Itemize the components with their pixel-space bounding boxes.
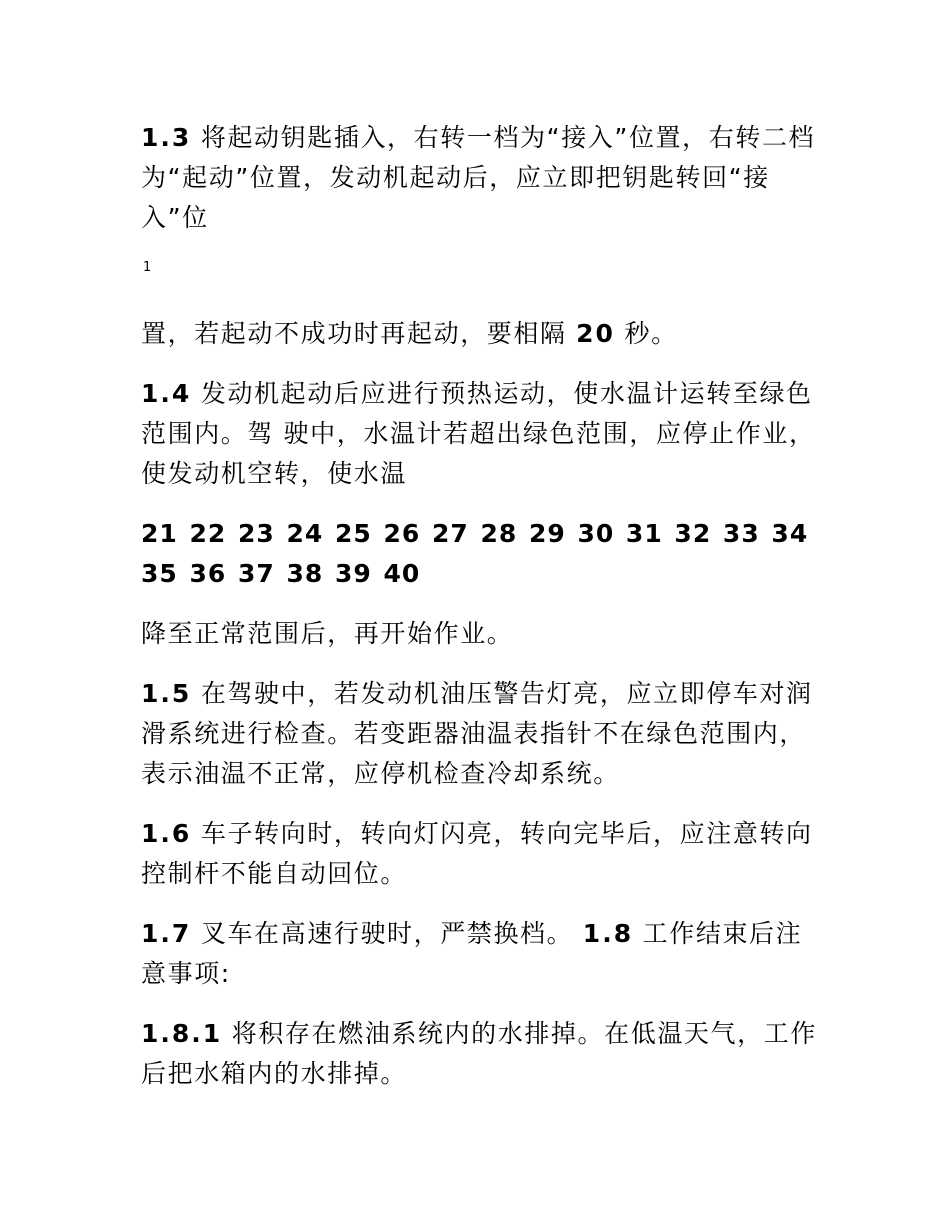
- paragraph-text: 车子转向时，转向灯闪亮，转向完毕后，应注意转向控制杆不能自动回位。: [141, 819, 813, 888]
- inline-number: 20: [576, 319, 615, 348]
- paragraph-text: 工作结束后注意事项:: [141, 919, 803, 988]
- paragraph-1-5: [141, 674, 821, 794]
- page-number: 1: [143, 260, 152, 275]
- document-page: [141, 118, 821, 1114]
- paragraph-text: 在驾驶中，若发动机油压警告灯亮，应立即停车对润滑系统进行检查。若变距器油温表指针不在绿色范围内，表示油温不正常，应停机检查冷却系统。: [141, 679, 813, 788]
- section-number: 1.8.1: [141, 1019, 223, 1048]
- paragraph-text: 降至正常范围后，再开始作业。: [141, 619, 514, 648]
- paragraph-text: 发动机起动后应进行预热运动，使水温计运转至绿色范围内。驾 驶中，水温计若超出绿色范围，应停止作业，使发动机空转，使水温: [141, 379, 816, 488]
- section-number-2: 1.8: [582, 919, 634, 948]
- section-number: 1.7: [141, 919, 192, 948]
- section-number: 1.5: [141, 679, 192, 708]
- section-number: 1.3: [141, 123, 192, 152]
- paragraph-text: 叉车在高速行驶时，严禁换档。: [200, 919, 574, 948]
- paragraph-1-4: [141, 374, 821, 494]
- paragraph-text: 秒。: [624, 319, 678, 348]
- paragraph-text: 置，若起动不成功时再起动，要相隔: [141, 319, 567, 348]
- paragraph-continuation: [141, 314, 821, 354]
- paragraph-text: 将积存在燃油系统内的水排掉。在低温天气，工作后把水箱内的水排掉。: [141, 1019, 817, 1088]
- section-number: 1.6: [141, 819, 192, 848]
- paragraph-1-3: [141, 118, 821, 238]
- section-number: 1.4: [141, 379, 192, 408]
- paragraph-1-8-1: [141, 1014, 821, 1094]
- paragraph-continuation-2: [141, 614, 821, 654]
- paragraph-1-6: [141, 814, 821, 894]
- numbers-line: 21 22 23 24 25 26 27 28 29 30 31 32 33 34 35 36 37 38 39 40: [141, 519, 809, 588]
- paragraph-text: 将起动钥匙插入，右转一档为“接入”位置，右转二档为“起动”位置，发动机起动后，应立即把钥匙转回“接入”位: [141, 123, 816, 232]
- paragraph-1-7: [141, 914, 821, 994]
